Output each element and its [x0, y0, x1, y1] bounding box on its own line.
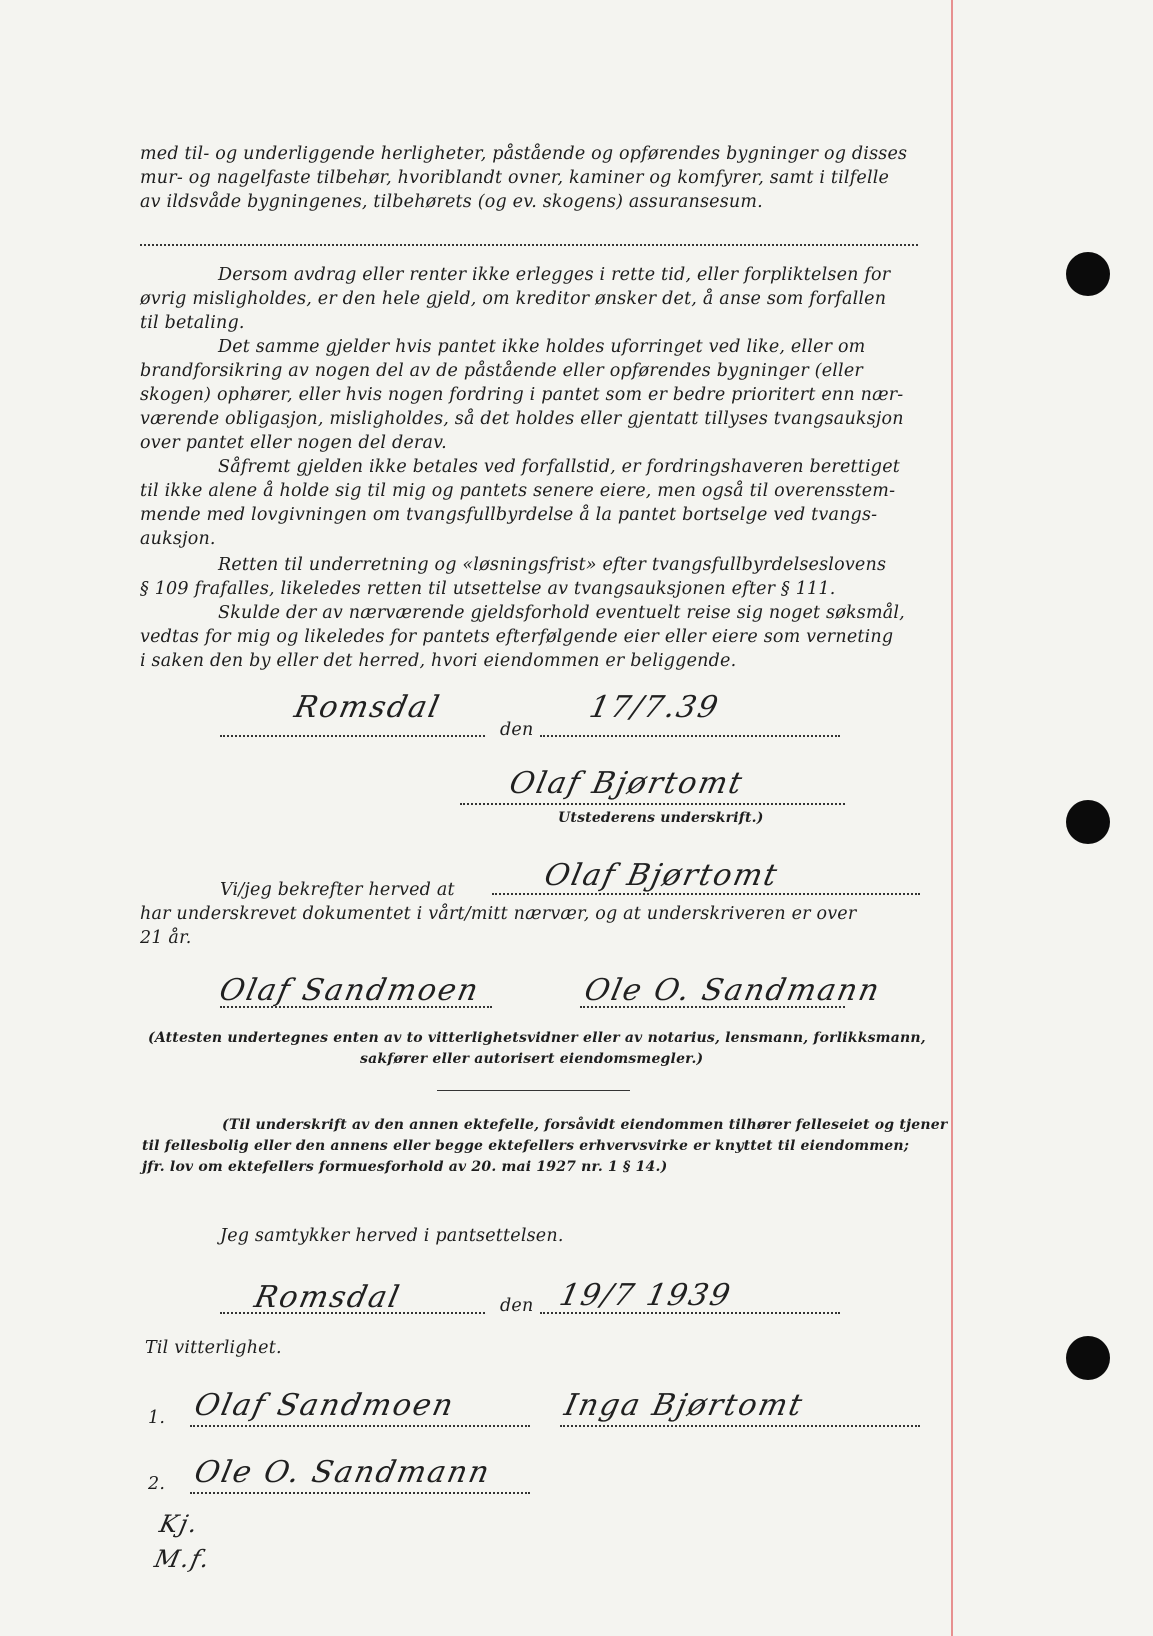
witness-line: [220, 1006, 492, 1008]
handwritten-witness: Olaf Sandmoen: [216, 973, 483, 1008]
text-line: Såfremt gjelden ikke betales ved forfallstid, er fordringshaveren berettiget: [218, 457, 900, 477]
place-line: [220, 735, 485, 737]
date-line: [540, 1312, 840, 1314]
handwritten-date: 17/7.39: [586, 690, 723, 725]
spouse-note: jfr. lov om ektefellers formuesforhold av 20. mai 1927 nr. 1 § 14.): [142, 1159, 668, 1175]
text-line: av ildsvåde bygningenes, tilbehørets (og ev. skogens) assuransesum.: [140, 192, 763, 212]
text-line: over pantet eller nogen del derav.: [140, 433, 447, 453]
handwritten-initials: Kj.: [157, 1510, 202, 1538]
handwritten-witness: Olaf Sandmoen: [191, 1388, 458, 1423]
witness-line: [580, 1006, 845, 1008]
text-line: Det samme gjelder hvis pantet ikke holdes uforringet ved like, eller om: [218, 337, 866, 357]
text-line: Dersom avdrag eller renter ikke erlegges i rette tid, eller forpliktelsen for: [218, 265, 891, 285]
text-line: auksjon.: [140, 529, 216, 549]
den-label: den: [500, 1296, 534, 1316]
text-line: § 109 frafalles, likeledes retten til utsettelse av tvangsauksjonen efter § 111.: [140, 579, 836, 599]
spouse-note: til fellesbolig eller den annens eller begge ektefellers erhvervsvirke er knyttet til eiendommen;: [142, 1138, 910, 1154]
text-line: til ikke alene å holde sig til mig og pantets senere eiere, men også til overensstem-: [140, 481, 896, 501]
handwritten-place: Romsdal: [251, 1280, 404, 1315]
date-line: [540, 735, 840, 737]
dotted-separator: [140, 244, 918, 246]
text-line: til betaling.: [140, 313, 245, 333]
signature-line: [460, 803, 845, 805]
punch-hole: [1066, 1336, 1110, 1380]
handwritten-name: Olaf Bjørtomt: [541, 858, 782, 893]
witness-line: [560, 1425, 920, 1427]
handwritten-witness: Ole O. Sandmann: [581, 973, 885, 1008]
witness-line: [190, 1425, 530, 1427]
handwritten-signature: Olaf Bjørtomt: [506, 766, 747, 801]
divider: [437, 1090, 630, 1091]
handwritten-initials: M.f.: [152, 1545, 214, 1573]
punch-hole: [1066, 252, 1110, 296]
confirm-name-line: [492, 893, 920, 895]
witness-number: 2.: [148, 1474, 166, 1494]
text-line: med til- og underliggende herligheter, påstående og opførendes bygninger og disses: [140, 144, 908, 164]
den-label: den: [500, 720, 534, 740]
text-line: værende obligasjon, misligholdes, så det holdes eller gjentatt tillyses tvangsauksjon: [140, 409, 904, 429]
witness-number: 1.: [148, 1408, 166, 1428]
handwritten-place: Romsdal: [291, 690, 444, 725]
signature-caption: Utstederens underskrift.): [558, 810, 764, 826]
attest-note: (Attesten undertegnes enten av to vitterlighetsvidner eller av notarius, lensmann, forlikksmann,: [148, 1030, 926, 1046]
text-line: mur- og nagelfaste tilbehør, hvoriblandt ovner, kaminer og komfyrer, samt i tilfelle: [140, 168, 890, 188]
punch-hole: [1066, 800, 1110, 844]
handwritten-witness: Ole O. Sandmann: [191, 1455, 495, 1490]
text-line: 21 år.: [140, 928, 192, 948]
place-line: [220, 1312, 485, 1314]
text-line: brandforsikring av nogen del av de påstående eller opførendes bygninger (eller: [140, 361, 863, 381]
text-line: Retten til underretning og «løsningsfrist» efter tvangsfullbyrdelseslovens: [218, 555, 887, 575]
text-line: har underskrevet dokumentet i vårt/mitt nærvær, og at underskriveren er over: [140, 904, 857, 924]
handwritten-date: 19/7 1939: [556, 1278, 735, 1313]
handwritten-witness: Inga Bjørtomt: [561, 1388, 807, 1423]
spouse-note: (Til underskrift av den annen ektefelle, forsåvidt eiendommen tilhører felleseiet og tjener: [222, 1117, 948, 1133]
attest-note: sakfører eller autorisert eiendomsmegler.): [360, 1051, 704, 1067]
text-line: Skulde der av nærværende gjeldsforhold eventuelt reise sig noget søksmål,: [218, 603, 905, 623]
consent-line: Jeg samtykker herved i pantsettelsen.: [220, 1226, 564, 1246]
text-line: mende med lovgivningen om tvangsfullbyrdelse å la pantet bortselge ved tvangs-: [140, 505, 878, 525]
text-line: Vi/jeg bekrefter herved at: [220, 880, 455, 900]
text-line: skogen) ophører, eller hvis nogen fordring i pantet som er bedre prioritert enn nær-: [140, 385, 904, 405]
red-margin-line: [951, 0, 953, 1636]
text-line: øvrig misligholdes, er den hele gjeld, om kreditor ønsker det, å anse som forfallen: [140, 289, 887, 309]
text-line: vedtas for mig og likeledes for pantets efterfølgende eier eller eiere som verneting: [140, 627, 894, 647]
text-line: i saken den by eller det herred, hvori eiendommen er beliggende.: [140, 651, 737, 671]
witness-line: [190, 1492, 530, 1494]
witness-title: Til vitterlighet.: [145, 1338, 282, 1358]
